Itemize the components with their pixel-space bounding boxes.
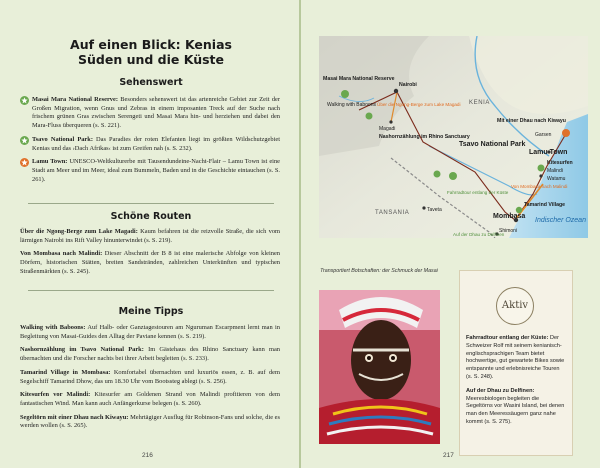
sights-heading: Sehenswert <box>119 77 183 88</box>
map-label-tamarind: Tamarind Village <box>524 202 566 208</box>
region-map <box>319 36 588 238</box>
map-label-walking-baboons: Walking with Baboons <box>327 102 377 108</box>
tip-name: Nashornzählung im Tsavo National Park: <box>20 346 144 354</box>
green-star-icon <box>20 96 29 105</box>
map-label-lamu: Lamu Town <box>529 149 568 156</box>
route-name: Über die Ngong-Berge zum Lake Magadi: <box>20 228 138 235</box>
map-label-garsen: Garsen <box>535 132 552 138</box>
map-label-dhau-delfine: Auf der Dhau zu Delfinen <box>453 232 505 237</box>
green-star-icon <box>20 136 29 145</box>
map-label-mombasa: Mombasa <box>493 213 526 220</box>
aktiv-item-text: Der Schweizer Rolf mit seinem kenianisch-englischsprachigen Team bietet hochwertige, gut gewartete Bikes sowie entspannte und erlebnisreiche Touren (s. S. 248). <box>466 335 565 380</box>
tip-name: Kitesurfen vor Malindi: <box>20 391 91 399</box>
tip-item <box>20 414 280 431</box>
title-line-2: Süden und die Küste <box>78 52 224 67</box>
map-label-kitesurfen: Kitesurfen <box>547 160 573 166</box>
tip-item <box>20 369 280 386</box>
green-star-icon <box>341 90 349 98</box>
tip-item <box>20 391 280 408</box>
sight-name: Masai Mara National Reserve: <box>32 96 118 103</box>
route-name: Von Mombasa nach Malindi: <box>20 250 103 258</box>
tip-text: Komfortabel übernachten und luxuriös essen, z. B. auf dem Segelschiff Tamarind Dhow, das um 18.30 Uhr vom Bootssteg ablegt (s. S. 256). <box>20 368 280 385</box>
route-item <box>20 250 280 276</box>
map-label-mombasa-malindi: Von Mombasa nach Malindi <box>511 184 568 189</box>
title-line-1: Auf einen Blick: Kenias <box>70 37 232 52</box>
map-label-kenia: KENIA <box>469 100 491 106</box>
sight-text: UNESCO-Weltkulturerbe mit Tausendundeine-Nacht-Flair – Lamu Town ist eine Stadt am Meer und im Meer, ideal zum Bummeln, Baden und in die Geschichte eintauchen (s. S. 261). <box>32 158 280 183</box>
tip-text: Kitesurfer am Goldenen Strand von Malindi profitieren von dem fantastischen Wind. Man kann auch Anfängerkurse belegen (s. S. 260). <box>20 391 280 407</box>
page-title <box>28 37 274 67</box>
aktiv-item-text: Meeresbiologen begleiten die Segeltörns vor Wasini Island, bei denen man den Meeressäugern ganz nahe kommt (s. S. 275). <box>466 395 565 425</box>
map-label-ocean: Indischer Ozean <box>535 217 586 224</box>
aktiv-item-name: Auf der Dhau zu Delfinen: <box>466 387 535 394</box>
map-label-nairobi: Nairobi <box>399 82 417 88</box>
route-text: Kaum befahren ist die reizvolle Straße, die sich vom lärmigen Nairobi ins Rift Valley hinunterwindet (s. S. 219). <box>20 228 280 244</box>
sight-name: Lamu Town: <box>32 158 68 166</box>
aktiv-item <box>466 335 566 382</box>
routes-section <box>20 228 280 282</box>
masai-photo <box>319 290 440 444</box>
green-star-icon <box>366 113 373 120</box>
aktiv-item-name: Fahrradtour entlang der Küste: <box>466 335 549 341</box>
map-label-malindi: Malindi <box>547 168 563 174</box>
tip-text: Mehrtägiger Ausflug für Robinson-Fans und solche, die es werden wollen (s. S. 265). <box>20 413 280 430</box>
map-label-taveta: Taveta <box>427 207 442 213</box>
aktiv-text <box>466 335 566 433</box>
map-label-tansania: TANSANIA <box>375 210 410 216</box>
aktiv-box <box>459 270 573 456</box>
masai-portrait-image <box>319 290 440 444</box>
left-page <box>0 0 299 468</box>
tip-item <box>20 346 280 363</box>
tip-name: Segeltörn mit einer Dhau nach Kiwayu: <box>20 413 129 421</box>
green-star-icon <box>434 171 441 178</box>
sight-item <box>20 96 280 131</box>
divider <box>28 203 274 204</box>
aktiv-item <box>466 388 566 427</box>
map-label-masai-mara: Masai Mara National Reserve <box>323 76 395 82</box>
route-item <box>20 228 280 245</box>
tip-text: Auf Halb- oder Ganztagestouren am Nguruman Escarpment lernt man in Begleitung von Masai-Guides den Alltag der Paviane kennen (s. S. 219). <box>20 324 280 340</box>
green-star-icon <box>538 165 545 172</box>
map-label-magadi: Magadi <box>379 126 396 132</box>
tip-name: Walking with Baboons: <box>20 324 86 331</box>
tip-item <box>20 324 280 341</box>
map-label-kiwayu: Mit einer Dhau nach Kiwayu <box>497 118 566 124</box>
right-page <box>301 0 600 468</box>
city-dot <box>394 89 398 93</box>
divider <box>28 290 274 291</box>
sight-item <box>20 158 280 184</box>
sight-name: Tsavo National Park: <box>32 135 93 143</box>
map-label-fahrradtour: Fahrradtour entlang der Küste <box>447 190 509 195</box>
tip-name: Tamarind Village in Mombasa: <box>20 368 111 376</box>
route-text: Dieser Abschnitt der B 8 ist eine malerische Abfolge von kleinen Dörfern, historischen Stätten, breiten Sandstränden, zahlreichen Unterkünften und typischen Straßenmärkten (s. S. 245). <box>20 250 280 275</box>
map-label-shimoni: Shimoni <box>499 228 518 234</box>
map-graphic <box>319 36 588 238</box>
photo-caption: Transportiert Botschaften: der Schmuck der Masai <box>320 268 438 274</box>
tips-section <box>20 324 280 436</box>
map-label-watamu: Watamu <box>547 176 566 182</box>
page-number: 217 <box>443 452 454 459</box>
town-dot <box>539 174 542 177</box>
sight-text: Besonders sehenswert ist das artenreiche Gebiet zur Zeit der Großen Migration, wenn Gnus und Zebras in einem imposanten Treck auf der Suche nach frischem grünen Gras zwischen Serengeti und Masai Mara hin- und herziehen und dabei den Mara-Fluss überqueren (s. S. 221). <box>32 96 280 130</box>
tips-heading: Meine Tipps <box>118 306 184 317</box>
map-label-ngong-route: Über die Ngong-Berge zum Lake Magadi <box>377 102 461 107</box>
sights-section <box>20 96 280 189</box>
routes-heading: Schöne Routen <box>110 211 192 222</box>
sight-item <box>20 136 280 153</box>
orange-star-icon <box>562 129 570 137</box>
aktiv-badge: Aktiv <box>496 287 534 325</box>
green-star-icon <box>449 172 457 180</box>
map-label-nashorn: Nashornzählung im Rhino Sanctuary <box>379 134 470 140</box>
page-number: 216 <box>142 452 153 459</box>
map-label-tsavo: Tsavo National Park <box>459 141 526 148</box>
tip-text: Im Gästehaus des Rhino Sanctuary kann man übernachten und die Forscher nachts bei ihrer Arbeit begleiten (s. S. 233). <box>20 346 280 363</box>
town-dot <box>389 120 392 123</box>
sight-text: Das Paradies der roten Elefanten liegt im größten Wildschutzgebiet Kenias und das ›Dach Afrikas‹ ist zum Greifen nah (s. S. 232). <box>32 135 280 152</box>
orange-star-icon <box>20 158 29 167</box>
town-dot <box>422 206 425 209</box>
